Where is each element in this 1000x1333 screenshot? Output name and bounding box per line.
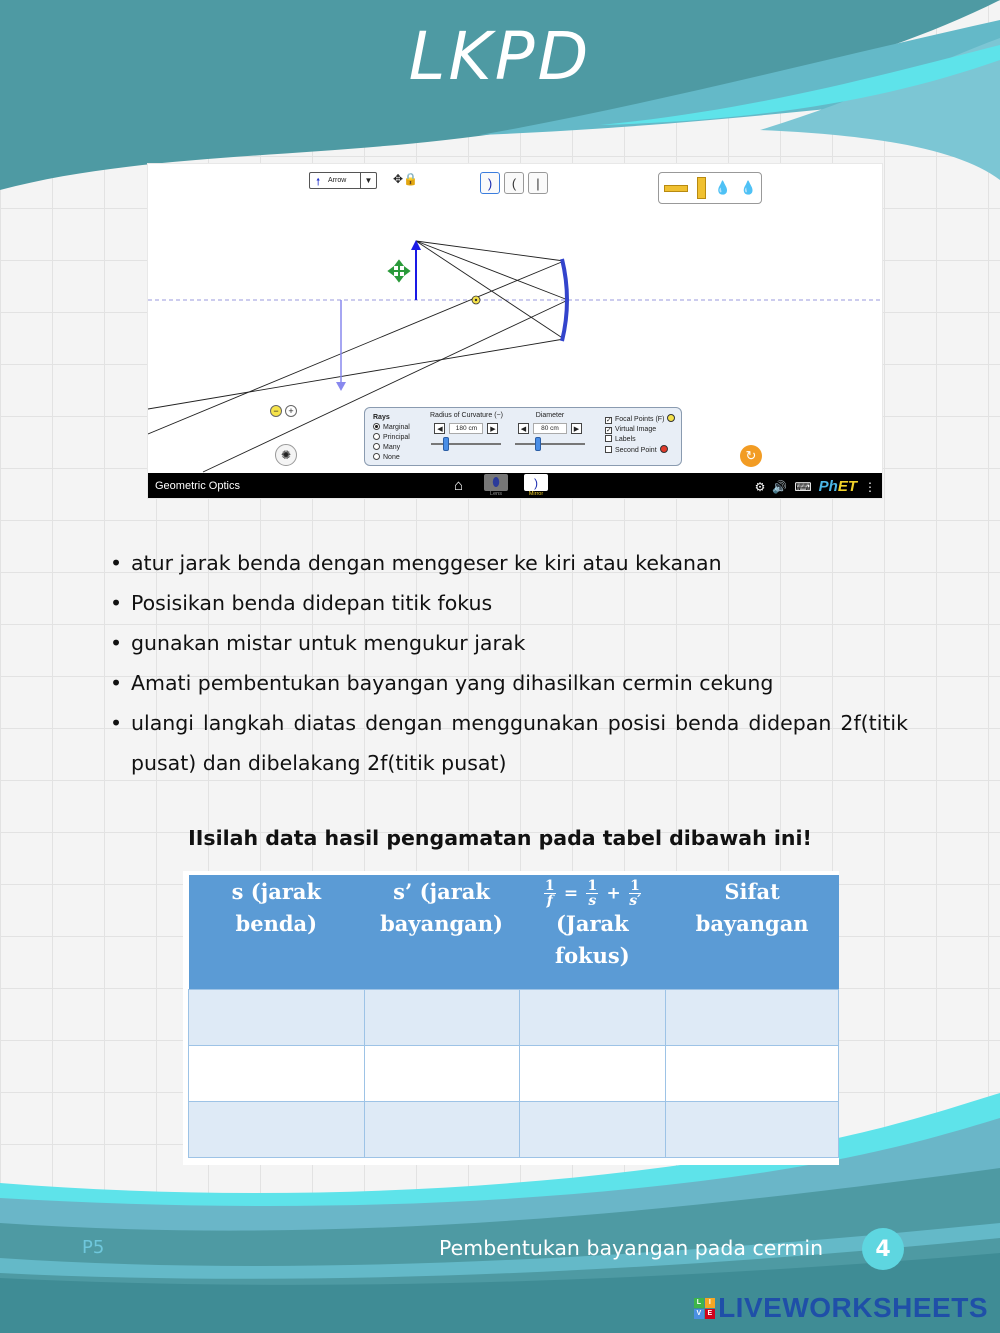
table-cell[interactable] bbox=[189, 1045, 365, 1101]
sim-navbar bbox=[148, 473, 883, 499]
ray-line bbox=[148, 339, 564, 409]
checkbox-icon: ✓ bbox=[606, 417, 612, 424]
mirror-icon: ) bbox=[524, 474, 548, 491]
focal-point-center bbox=[475, 299, 477, 301]
checkbox-virtual-image[interactable]: ✓ Virtual Image bbox=[606, 426, 657, 434]
header-image-distance: s’ (jarak bayangan) bbox=[364, 875, 519, 989]
radius-label: Radius of Curvature (−) bbox=[430, 412, 503, 419]
footer-title: Pembentukan bayangan pada cermin bbox=[439, 1236, 824, 1260]
zoom-out-icon[interactable]: − bbox=[270, 405, 282, 417]
mirror-shape-selector bbox=[480, 172, 548, 194]
diameter-control bbox=[515, 412, 585, 445]
radio-icon bbox=[373, 443, 380, 450]
phet-logo[interactable]: PhET bbox=[818, 478, 857, 495]
navbar-icons bbox=[755, 478, 876, 495]
radius-control bbox=[430, 412, 503, 445]
ray-option-principal[interactable]: Principal bbox=[373, 433, 410, 443]
table-cell[interactable] bbox=[189, 1101, 365, 1157]
table-cell[interactable] bbox=[519, 989, 666, 1045]
table-row bbox=[189, 1101, 839, 1157]
reset-icon[interactable]: ↻ bbox=[740, 445, 762, 467]
focal-point-icon bbox=[667, 414, 675, 422]
control-panel bbox=[364, 407, 682, 466]
liveworksheets-logo-icon: L I V E bbox=[694, 1298, 715, 1319]
mirror-equation: $\frac{1}{f}$ = $\frac{1}{s}$ + $\frac{1}{s'}$ bbox=[544, 878, 641, 909]
light-source-icon[interactable]: ✺ bbox=[275, 444, 297, 466]
keyboard-icon[interactable]: ⌨ bbox=[794, 479, 812, 494]
table-cell[interactable] bbox=[364, 989, 519, 1045]
radio-icon bbox=[373, 433, 380, 440]
diameter-slider[interactable] bbox=[515, 443, 585, 445]
position-marker-icon[interactable]: 💧 bbox=[714, 180, 732, 195]
radio-icon bbox=[373, 423, 380, 430]
table-cell[interactable] bbox=[666, 1101, 839, 1157]
rays-group bbox=[373, 413, 410, 463]
page-title: LKPD bbox=[408, 18, 592, 95]
list-item: • Amati pembentukan bayangan yang dihasilkan cermin cekung bbox=[108, 663, 908, 703]
checkbox-icon: ✓ bbox=[606, 427, 612, 434]
menu-icon[interactable]: ⋮ bbox=[864, 479, 876, 494]
chevron-down-icon: ▼ bbox=[360, 173, 376, 188]
move-lock-icon[interactable]: ✥🔒 bbox=[393, 172, 418, 186]
table-cell[interactable] bbox=[519, 1045, 666, 1101]
list-item: • gunakan mistar untuk mengukur jarak bbox=[108, 623, 908, 663]
diameter-increase-button[interactable]: ▶ bbox=[571, 423, 582, 434]
checkbox-icon bbox=[605, 446, 612, 453]
header-image-properties: Sifat bayangan bbox=[666, 875, 839, 989]
diameter-value: 80 cm bbox=[533, 423, 567, 434]
table-header-row bbox=[189, 875, 839, 989]
zoom-in-icon[interactable]: + bbox=[285, 405, 297, 417]
table-instruction: IIsilah data hasil pengamatan pada tabel dibawah ini! bbox=[188, 826, 812, 850]
table-cell[interactable] bbox=[364, 1101, 519, 1157]
page-number: P5 bbox=[82, 1237, 105, 1258]
tab-mirror[interactable]: ) Mirror bbox=[523, 474, 549, 499]
table-cell[interactable] bbox=[666, 989, 839, 1045]
diameter-decrease-button[interactable]: ◀ bbox=[518, 423, 529, 434]
checkbox-labels[interactable]: Labels bbox=[605, 435, 675, 445]
zoom-controls bbox=[270, 405, 297, 417]
list-item: • atur jarak benda dengan menggeser ke kiri atau kekanan bbox=[108, 543, 908, 583]
measurement-toolbox bbox=[658, 172, 762, 204]
table-cell[interactable] bbox=[189, 989, 365, 1045]
phet-logo-text: ET bbox=[837, 478, 857, 495]
table-row bbox=[189, 1045, 839, 1101]
arrow-icon: 🠕 bbox=[316, 177, 321, 188]
second-point-icon bbox=[660, 445, 668, 453]
ray-line bbox=[416, 241, 564, 261]
liveworksheets-logo-text: LIVEWORKSHEETS bbox=[718, 1292, 988, 1323]
ray-option-marginal[interactable]: Marginal bbox=[373, 423, 410, 433]
sim-title: Geometric Optics bbox=[155, 480, 240, 492]
table-cell[interactable] bbox=[364, 1045, 519, 1101]
slider-thumb[interactable] bbox=[535, 437, 541, 451]
geometric-optics-simulation bbox=[147, 163, 883, 499]
radius-slider[interactable] bbox=[431, 443, 501, 445]
image-arrow-head bbox=[336, 382, 346, 391]
instruction-list bbox=[108, 543, 908, 783]
home-icon[interactable]: ⌂ bbox=[454, 477, 464, 494]
gear-icon[interactable]: ⚙ bbox=[754, 479, 766, 494]
display-options bbox=[605, 414, 675, 456]
header-focal-length: $\frac{1}{f}$ = $\frac{1}{s}$ + $\frac{1}{s'}$ (Jarak fokus) bbox=[519, 875, 666, 989]
horizontal-ruler-icon[interactable] bbox=[664, 185, 688, 192]
object-type-dropdown[interactable] bbox=[309, 172, 377, 189]
sound-icon[interactable]: 🔊 bbox=[772, 479, 788, 494]
section-badge: 4 bbox=[862, 1228, 904, 1270]
ray-option-many[interactable]: Many bbox=[373, 443, 410, 453]
rays-header: Rays bbox=[373, 414, 390, 421]
ray-option-none[interactable]: None bbox=[373, 453, 410, 463]
list-item: • Posisikan benda didepan titik fokus bbox=[108, 583, 908, 623]
checkbox-icon bbox=[605, 435, 612, 442]
diameter-label: Diameter bbox=[535, 412, 565, 419]
table-cell[interactable] bbox=[519, 1101, 666, 1157]
header-object-distance: s (jarak benda) bbox=[189, 875, 365, 989]
radius-increase-button[interactable]: ▶ bbox=[487, 423, 498, 434]
vertical-ruler-icon[interactable] bbox=[697, 177, 706, 199]
object-type-selected: Arrow bbox=[328, 177, 347, 184]
table-row bbox=[189, 989, 839, 1045]
position-marker-icon[interactable]: 💧 bbox=[740, 180, 757, 195]
table-cell[interactable] bbox=[666, 1045, 839, 1101]
checkbox-focal-points[interactable]: ✓ Focal Points (F) bbox=[605, 414, 675, 425]
move-handle-icon[interactable] bbox=[389, 261, 409, 281]
radius-decrease-button[interactable]: ◀ bbox=[434, 423, 445, 434]
lens-icon: ⬮ bbox=[484, 474, 508, 491]
convex-mirror-button[interactable]: ( bbox=[504, 172, 524, 194]
radius-value: 180 cm bbox=[449, 423, 483, 434]
flat-mirror-button[interactable]: | bbox=[528, 172, 548, 194]
concave-mirror-button[interactable]: ) bbox=[480, 172, 500, 194]
checkbox-second-point[interactable]: Second Point bbox=[605, 445, 675, 456]
slider-thumb[interactable] bbox=[443, 437, 449, 451]
radio-icon bbox=[373, 453, 380, 460]
observation-table bbox=[183, 871, 839, 1165]
liveworksheets-logo[interactable] bbox=[694, 1292, 988, 1324]
list-item: • ulangi langkah diatas dengan menggunakan posisi benda didepan 2f(titik pusat) dan dibelakang 2f(titik pusat) bbox=[108, 703, 908, 783]
tab-lens[interactable]: ⬮ Lens bbox=[483, 474, 509, 499]
